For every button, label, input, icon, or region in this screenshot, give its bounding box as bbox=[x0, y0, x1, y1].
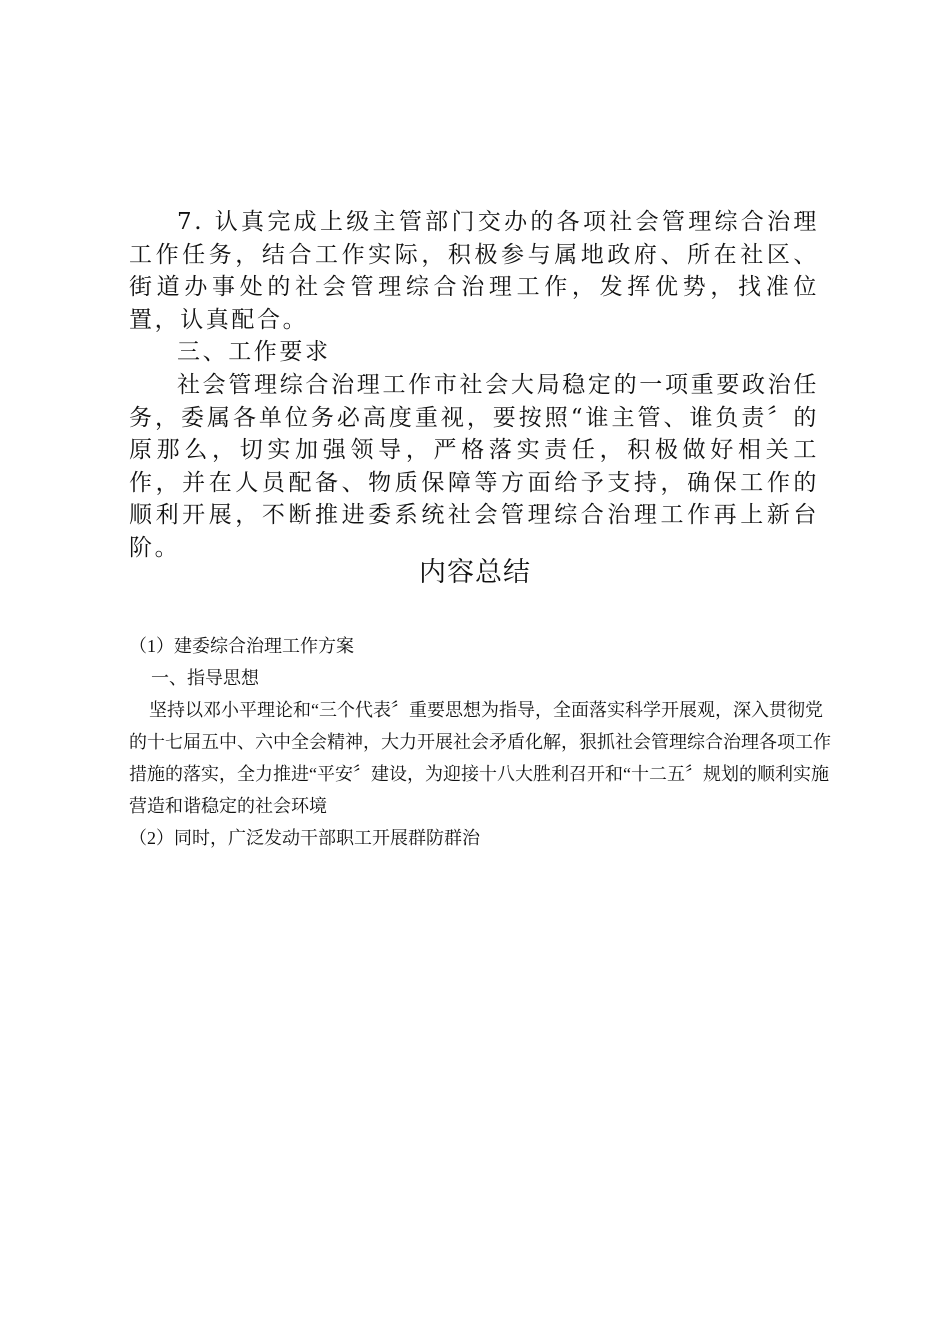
section-3-heading: 三、工作要求 bbox=[177, 339, 331, 366]
summary-section bbox=[129, 630, 834, 854]
summary-item-1-heading: 一、指导思想 bbox=[151, 668, 259, 688]
document-body bbox=[129, 206, 819, 565]
summary-item-2: （2）同时，广泛发动干部职工开展群防群治 bbox=[129, 828, 480, 848]
summary-item-1-paragraph: 坚持以邓小平理论和“三个代表〞重要思想为指导，全面落实科学开展观，深入贯彻党的十七届五中、六中全会精神，大力开展社会矛盾化解，狠抓社会管理综合治理各项工作措施的落实，全力推进“平安〞建设，为迎接十八大胜利召开和“十二五〞规划的顺利实施营造和谐稳定的社会环境 bbox=[129, 700, 831, 816]
summary-title: 内容总结 bbox=[419, 557, 531, 587]
item-7-paragraph: 7. 认真完成上级主管部门交办的各项社会管理综合治理工作任务，结合工作实际，积极参与属地政府、所在社区、街道办事处的社会管理综合治理工作，发挥优势，找准位置，认真配合。 bbox=[129, 209, 819, 333]
summary-item-1: （1）建委综合治理工作方案 bbox=[129, 636, 354, 656]
section-3-paragraph: 社会管理综合治理工作市社会大局稳定的一项重要政治任务，委属各单位务必高度重视，要按照“谁主管、谁负责〞的原那么，切实加强领导，严格落实责任，积极做好相关工作，并在人员配备、物质保障等方面给予支持，确保工作的顺利开展，不断推进委系统社会管理综合治理工作再上新台阶。 bbox=[129, 371, 819, 561]
